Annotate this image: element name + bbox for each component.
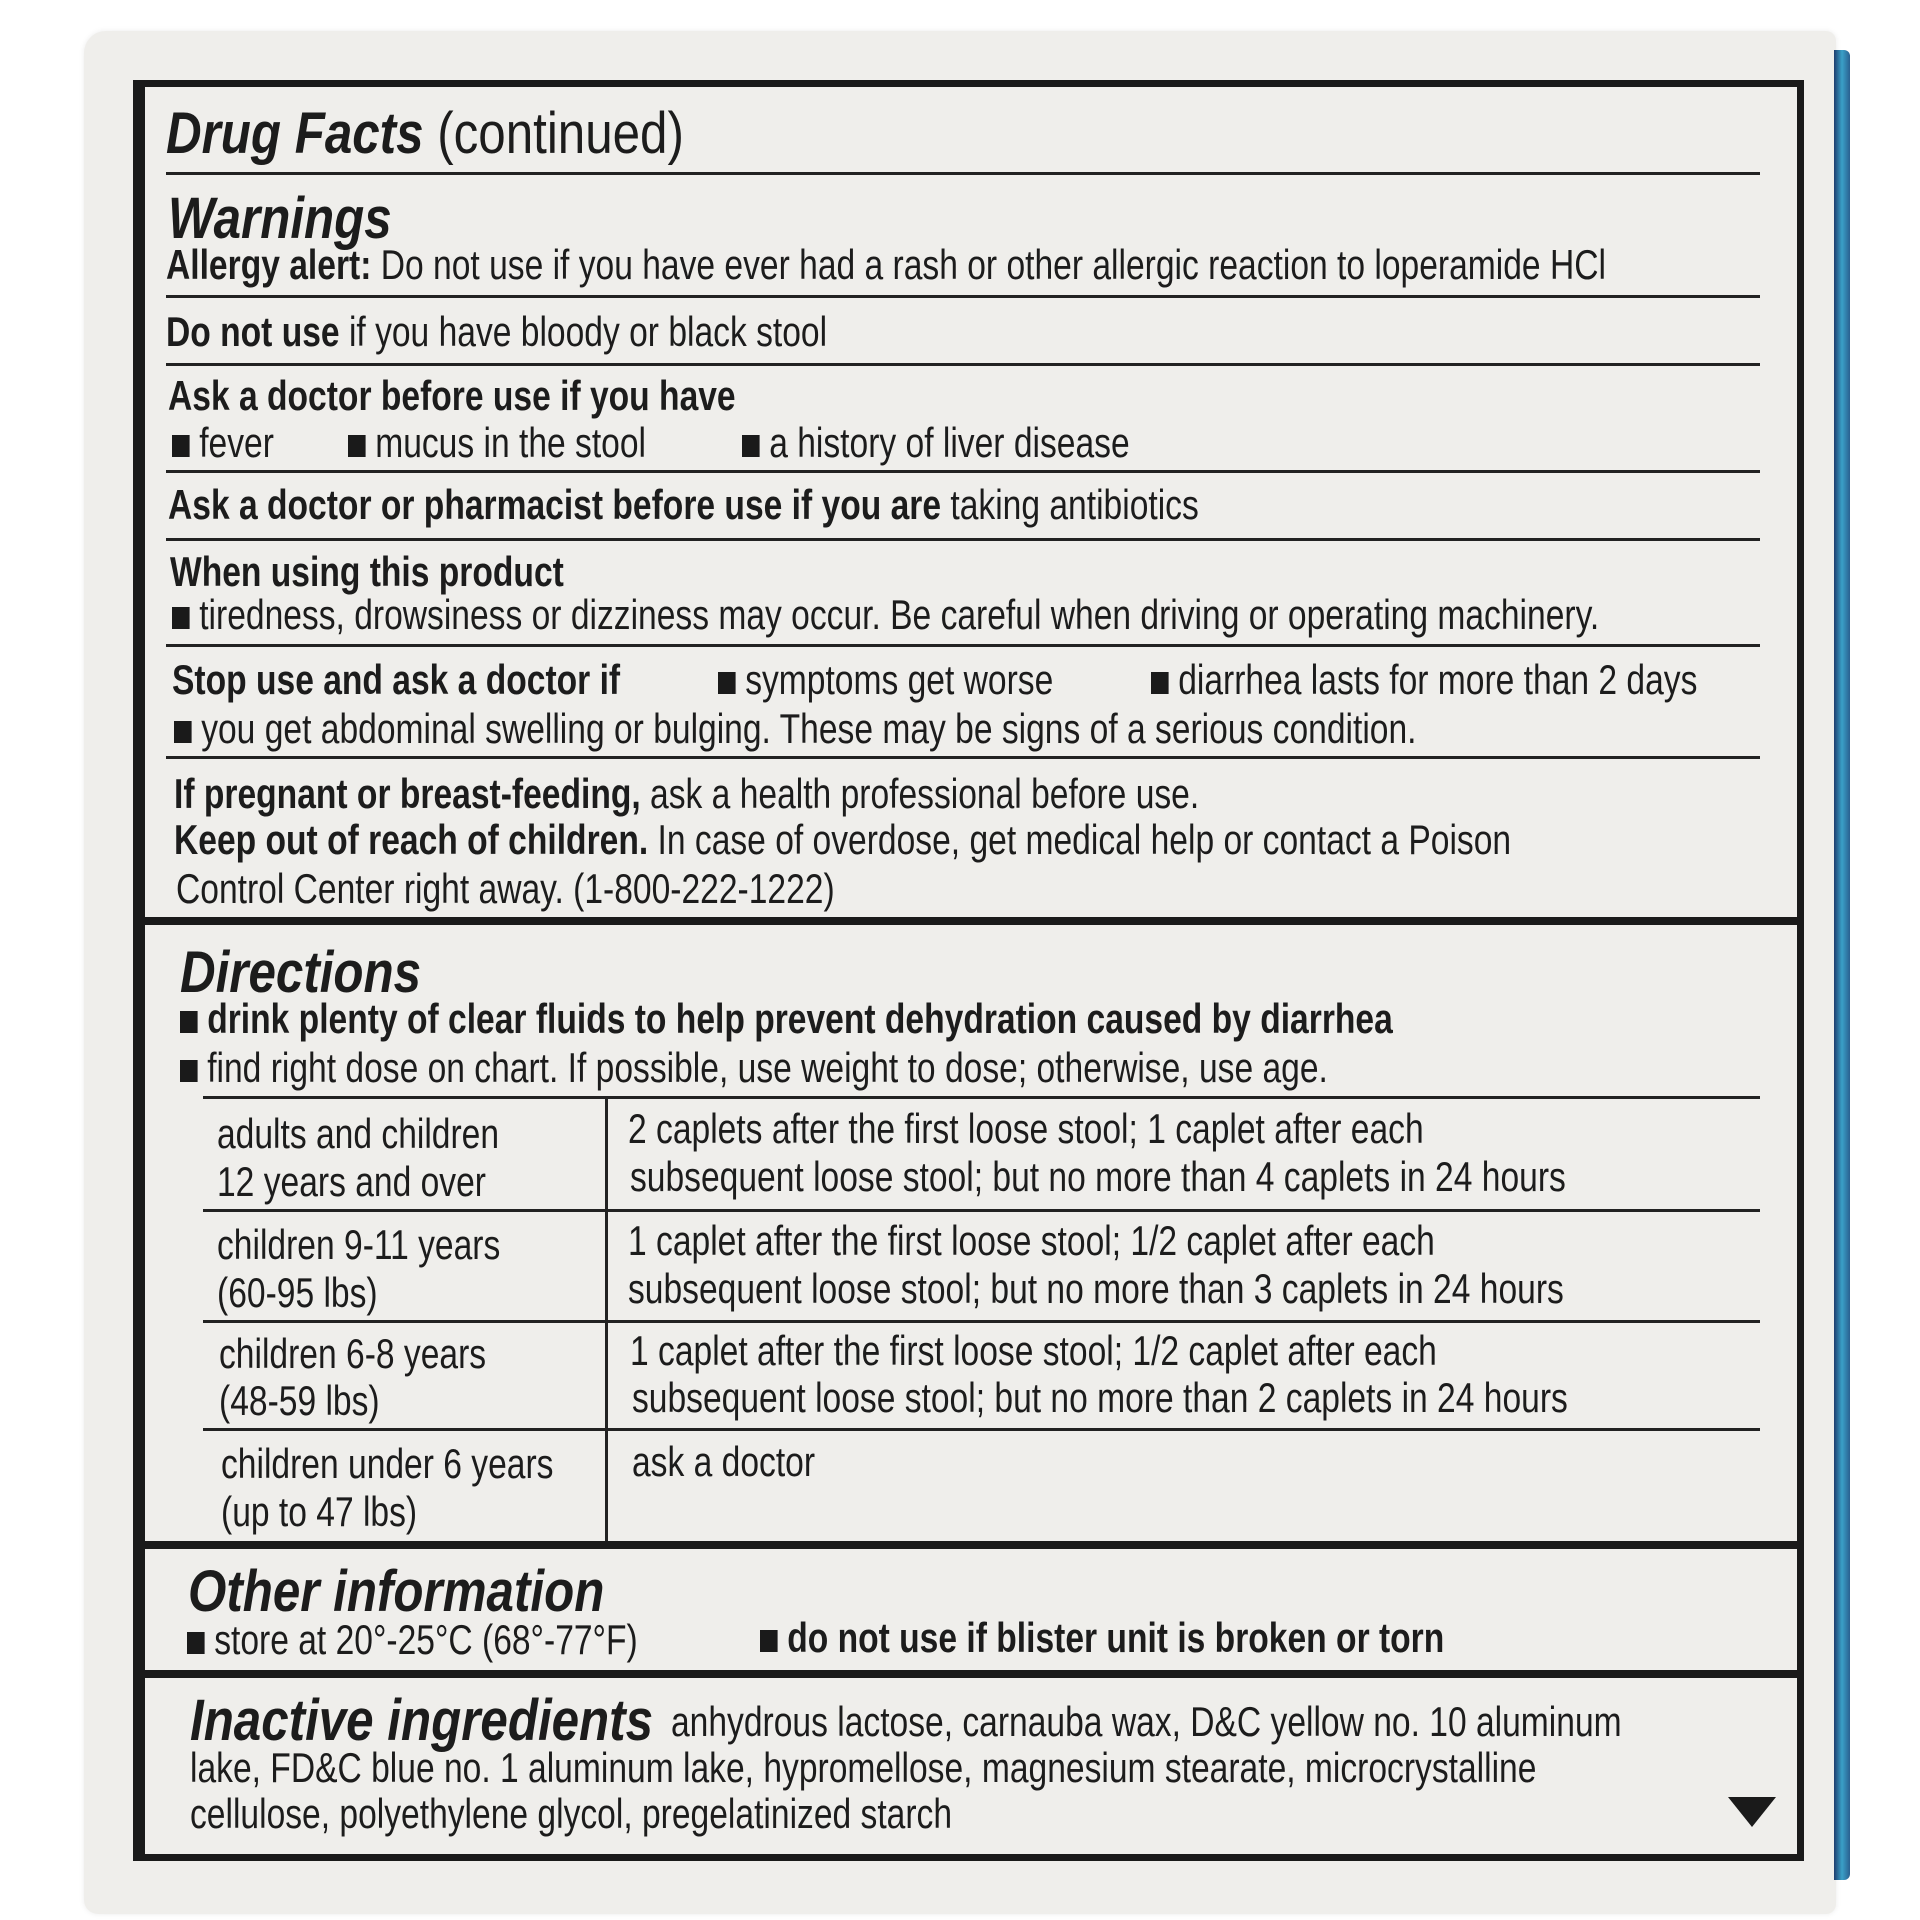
pregnant-warning: If pregnant or breast-feeding, ask a health professional before use. [174,770,1200,817]
list-item: drink plenty of clear fluids to help prevent dehydration caused by diarrhea [180,998,1393,1040]
bullet-icon [180,1011,198,1033]
age-cell: adults and children [217,1110,500,1157]
bullet-icon [180,1060,198,1082]
list-item: diarrhea lasts for more than 2 days [1151,659,1697,701]
age-cell: children 6-8 years [219,1330,487,1377]
divider [166,363,1760,366]
table-rule [203,1428,1760,1431]
list-item: mucus in the stool [348,422,646,464]
carton-side-edge [1834,50,1850,1880]
bullet-icon [718,672,736,694]
page-title [166,101,684,166]
age-cell: (up to 47 lbs) [221,1488,418,1535]
dose-cell: subsequent loose stool; but no more than 2 caplets in 24 hours [632,1374,1568,1421]
down-triangle-icon [1728,1797,1776,1827]
inactive-ingredients-heading: Inactive ingredients [190,1688,654,1753]
bullet-icon [760,1630,778,1652]
divider [166,470,1760,473]
bullet-icon [174,721,192,743]
divider [166,172,1760,175]
list-item: find right dose on chart. If possible, use weight to dose; otherwise, use age. [180,1047,1328,1089]
list-item: a history of liver disease [742,422,1130,464]
when-using-heading: When using this product [170,548,564,595]
stop-use-heading: Stop use and ask a doctor if [172,656,621,703]
list-item: do not use if blister unit is broken or torn [760,1617,1444,1659]
warnings-heading: Warnings [168,186,392,251]
other-information-heading: Other information [188,1559,605,1624]
dose-cell: 2 caplets after the first loose stool; 1 caplet after each [628,1105,1424,1152]
divider [166,756,1760,759]
ingredients-line: anhydrous lactose, carnauba wax, D&C yellow no. 10 aluminum [671,1698,1622,1745]
table-rule [203,1209,1760,1212]
divider [166,644,1760,647]
bullet-icon [348,435,366,457]
bullet-icon [172,607,190,629]
title-continued: (continued) [437,101,684,166]
directions-heading: Directions [180,940,422,1005]
do-not-use: Do not use if you have bloody or black stool [166,308,828,355]
bullet-icon [1151,672,1169,694]
section-divider [133,917,1804,925]
title-bold: Drug Facts [166,101,424,166]
dose-cell: 1 caplet after the first loose stool; 1/2 caplet after each [630,1327,1437,1374]
ingredients-line: lake, FD&C blue no. 1 aluminum lake, hypromellose, magnesium stearate, microcrystalline [190,1744,1537,1791]
section-divider [133,1670,1804,1678]
age-cell: children 9-11 years [217,1221,501,1268]
list-item: you get abdominal swelling or bulging. These may be signs of a serious condition. [174,708,1417,750]
ask-pharmacist: Ask a doctor or pharmacist before use if you are taking antibiotics [168,481,1199,528]
keep-out-warning: Keep out of reach of children. In case of overdose, get medical help or contact a Poison [174,816,1512,863]
table-rule [203,1320,1760,1323]
bullet-icon [172,435,190,457]
ask-doctor-heading: Ask a doctor before use if you have [168,372,736,419]
dose-cell: ask a doctor [632,1438,816,1485]
dose-cell: subsequent loose stool; but no more than 3 caplets in 24 hours [628,1265,1564,1312]
bullet-icon [187,1632,205,1654]
list-item: symptoms get worse [718,659,1053,701]
divider [166,538,1760,541]
age-cell: (48-59 lbs) [219,1377,380,1424]
divider [166,295,1760,298]
ingredients-line: cellulose, polyethylene glycol, pregelatinized starch [190,1790,953,1837]
age-cell: children under 6 years [221,1440,554,1487]
table-rule [203,1096,1760,1099]
bullet-icon [742,435,760,457]
age-cell: (60-95 lbs) [217,1269,378,1316]
section-divider [133,1541,1804,1549]
list-item: store at 20°-25°C (68°-77°F) [187,1619,638,1661]
list-item: fever [172,422,274,464]
allergy-alert: Allergy alert: Do not use if you have ever had a rash or other allergic reaction to loperamide HCl [166,241,1606,288]
list-item: tiredness, drowsiness or dizziness may occur. Be careful when driving or operating machinery. [172,594,1599,636]
dose-cell: subsequent loose stool; but no more than 4 caplets in 24 hours [630,1153,1566,1200]
dose-cell: 1 caplet after the first loose stool; 1/2 caplet after each [628,1217,1435,1264]
age-cell: 12 years and over [217,1158,486,1205]
poison-control: Control Center right away. (1-800-222-1222) [176,865,835,912]
